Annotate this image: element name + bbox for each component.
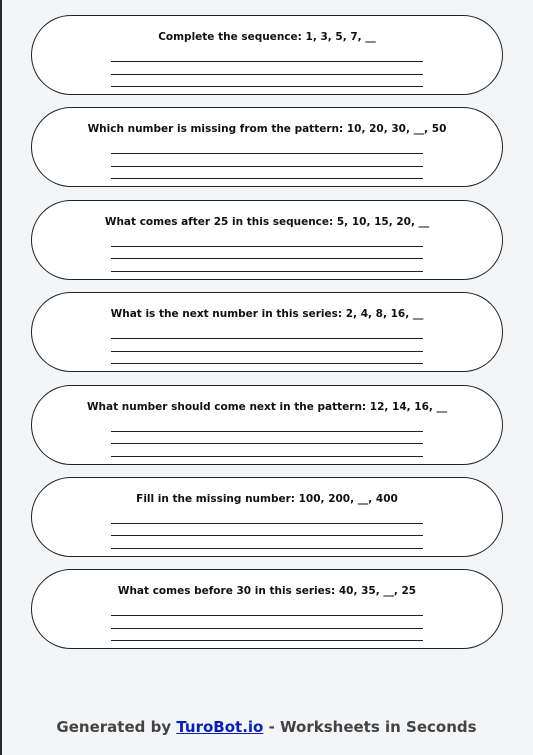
- question-prompt: What comes before 30 in this series: 40, 35, __, 25: [117, 585, 417, 598]
- question-prompt: Complete the sequence: 1, 3, 5, 7, __: [158, 31, 376, 43]
- question-card: [31, 569, 503, 649]
- question-card: [31, 200, 503, 280]
- answer-line: [111, 86, 423, 87]
- answer-lines: [111, 338, 423, 376]
- answer-line: [111, 166, 423, 167]
- answer-line: [111, 640, 423, 641]
- answer-lines: [111, 523, 423, 561]
- answer-line: [111, 548, 423, 549]
- answer-line: [111, 431, 423, 432]
- question-card: [31, 477, 503, 557]
- answer-line: [111, 628, 423, 629]
- page-edge: [0, 0, 2, 755]
- answer-line: [111, 246, 423, 247]
- answer-line: [111, 258, 423, 259]
- answer-lines: [111, 615, 423, 653]
- question-card: [31, 107, 503, 187]
- answer-line: [111, 153, 423, 154]
- answer-line: [111, 61, 423, 62]
- question-card: [31, 385, 503, 465]
- answer-line: [111, 363, 423, 364]
- answer-line: [111, 615, 423, 616]
- footer-suffix: - Worksheets in Seconds: [263, 718, 477, 736]
- answer-lines: [111, 246, 423, 284]
- question-card: [31, 292, 503, 372]
- turobot-link[interactable]: TuroBot.io: [176, 718, 264, 736]
- answer-lines: [111, 431, 423, 469]
- answer-lines: [111, 61, 423, 99]
- answer-line: [111, 338, 423, 339]
- answer-line: [111, 271, 423, 272]
- question-card: [31, 15, 503, 95]
- answer-line: [111, 351, 423, 352]
- answer-line: [111, 456, 423, 457]
- answer-line: [111, 178, 423, 179]
- question-prompt: What comes after 25 in this sequence: 5, 10, 15, 20, __: [104, 215, 430, 228]
- question-list: [31, 15, 503, 662]
- question-prompt: Fill in the missing number: 100, 200, __, 400: [136, 492, 398, 505]
- footer-prefix: Generated by: [56, 718, 177, 736]
- question-prompt: Which number is missing from the pattern: 10, 20, 30, __, 50: [87, 123, 447, 136]
- answer-line: [111, 443, 423, 444]
- question-prompt: What number should come next in the pattern: 12, 14, 16, __: [86, 400, 448, 413]
- answer-line: [111, 535, 423, 536]
- answer-lines: [111, 153, 423, 191]
- answer-line: [111, 74, 423, 75]
- question-prompt: What is the next number in this series: 2, 4, 8, 16, __: [110, 308, 424, 321]
- answer-line: [111, 523, 423, 524]
- footer: [0, 718, 533, 736]
